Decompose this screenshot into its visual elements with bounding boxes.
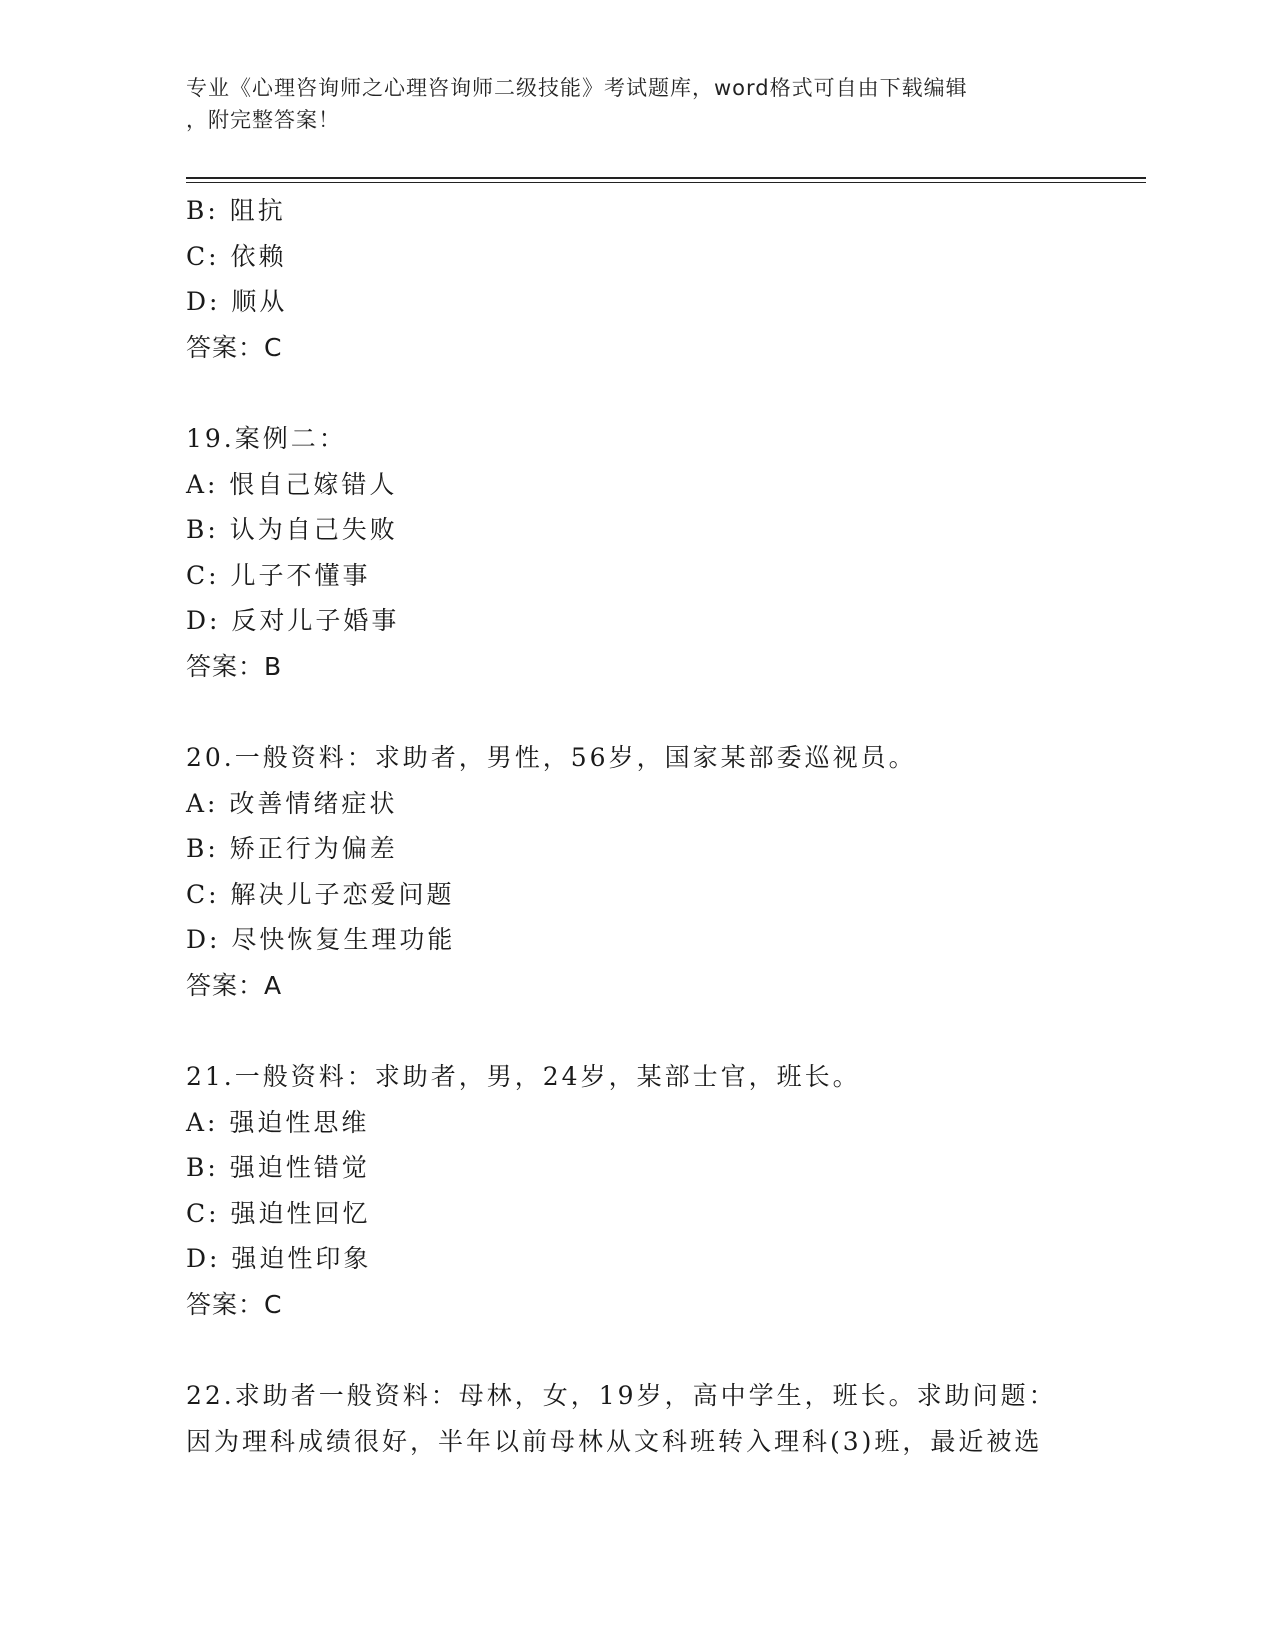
option-b: B: 矫正行为偏差 xyxy=(186,834,398,863)
option-c: C: 解决儿子恋爱问题 xyxy=(186,879,455,909)
question-21 xyxy=(186,1054,1086,1327)
option-d: D: 反对儿子婚事 xyxy=(186,606,400,635)
option-a: A: 强迫性思维 xyxy=(186,1107,370,1137)
question-stem: 20.一般资料：求助者，男性，56岁，国家某部委巡视员。 xyxy=(186,743,917,772)
question-stem-line-2: 因为理科成绩很好，半年以前母林从文科班转入理科(3)班，最近被选 xyxy=(186,1426,1043,1456)
option-d: D: 强迫性印象 xyxy=(186,1244,372,1273)
question-stem: 19.案例二： xyxy=(186,424,347,453)
option-b: B: 强迫性错觉 xyxy=(186,1153,370,1182)
question-22 xyxy=(186,1373,1086,1464)
option-b: B: 认为自己失败 xyxy=(186,515,398,544)
document-header xyxy=(186,72,1066,136)
option-a: A: 恨自己嫁错人 xyxy=(186,469,398,499)
option-d: D: 尽快恢复生理功能 xyxy=(186,925,456,954)
header-divider-thick xyxy=(186,177,1146,179)
answer: 答案：C xyxy=(186,1289,283,1319)
option-d: D: 顺从 xyxy=(186,287,288,316)
question-stem: 21.一般资料：求助者，男，24岁，某部士官，班长。 xyxy=(186,1062,861,1091)
answer: 答案：B xyxy=(186,651,283,681)
option-c: C: 依赖 xyxy=(186,241,287,271)
option-a: A: 改善情绪症状 xyxy=(186,788,398,818)
header-divider-thin xyxy=(186,182,1146,183)
option-c: C: 儿子不懂事 xyxy=(186,560,371,590)
question-19 xyxy=(186,416,1086,689)
answer: 答案：C xyxy=(186,332,283,362)
header-line-1: 专业《心理咨询师之心理咨询师二级技能》考试题库，word格式可自由下载编辑 xyxy=(186,76,968,100)
question-content xyxy=(186,188,1086,1464)
option-c: C: 强迫性回忆 xyxy=(186,1198,371,1228)
question-stem-line-1: 22.求助者一般资料：母林，女，19岁，高中学生，班长。求助问题： xyxy=(186,1381,1057,1410)
question-20 xyxy=(186,735,1086,1008)
answer: 答案：A xyxy=(186,970,283,1000)
header-line-2: ，附完整答案！ xyxy=(186,108,340,132)
question-18-tail xyxy=(186,188,1086,370)
option-b: B: 阻抗 xyxy=(186,196,286,225)
